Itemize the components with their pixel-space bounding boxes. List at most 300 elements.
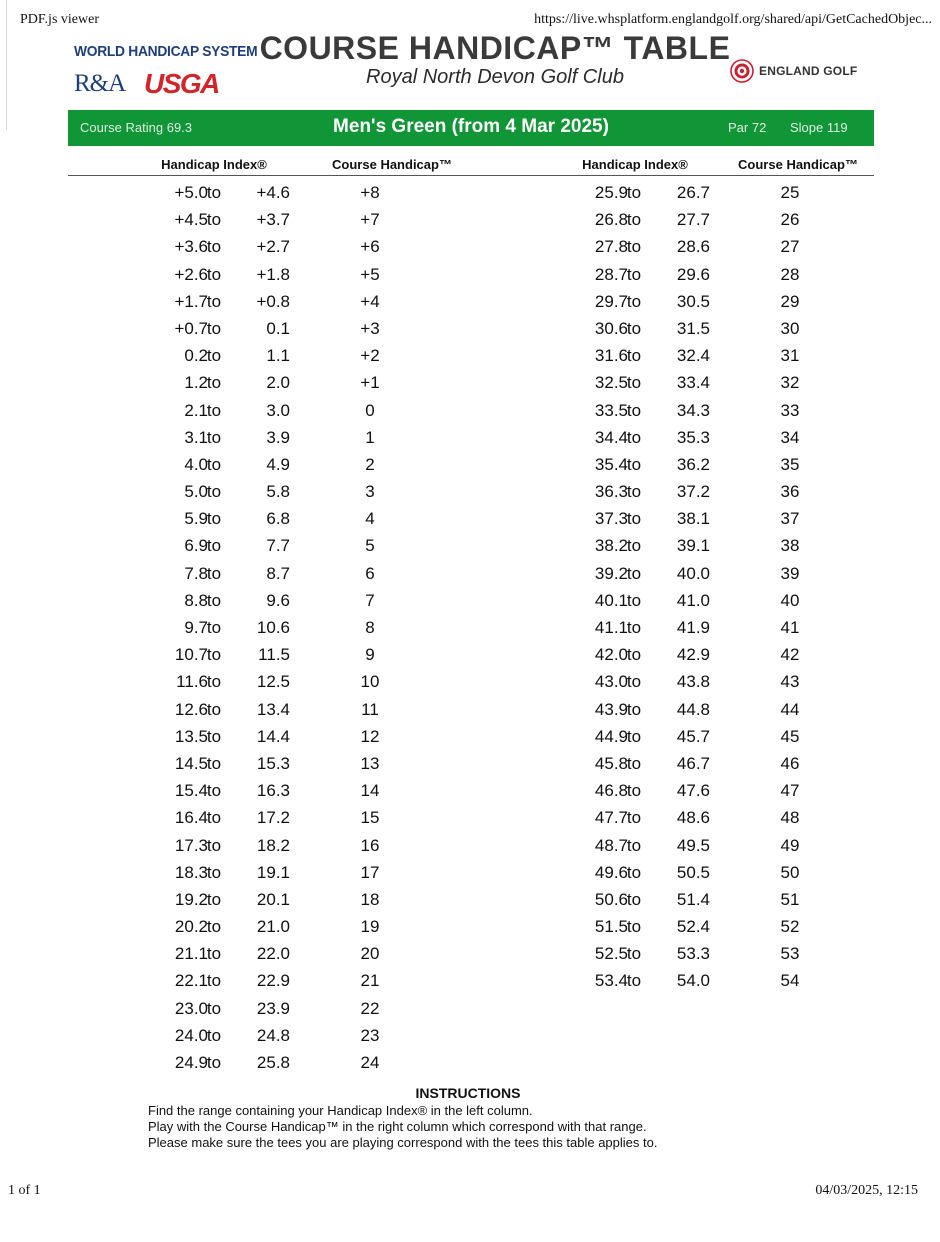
left-index-high: 1.1	[266, 346, 290, 366]
table-row	[0, 288, 940, 315]
left-course-handicap: 20	[360, 944, 380, 964]
right-course-handicap: 53	[780, 944, 800, 964]
club-name: Royal North Devon Golf Club	[366, 66, 624, 88]
left-index-low: 8.8	[184, 590, 208, 610]
left-index-low: 13.5	[174, 726, 208, 746]
left-index-high: 11.5	[258, 645, 290, 665]
right-index-high: 26.7	[676, 183, 710, 202]
left-to-label: to	[206, 454, 222, 474]
left-course-handicap: 9	[365, 645, 375, 665]
left-to-label: to	[206, 237, 222, 257]
right-to-label: to	[626, 373, 642, 393]
left-to-label: to	[206, 618, 222, 637]
right-to-label: to	[626, 917, 642, 937]
left-index-high: 3.0	[266, 400, 290, 420]
right-index-high: 35.3	[676, 427, 710, 447]
print-header-url: https://live.whsplatform.englandgolf.org/shared/api/GetCachedObjec...	[534, 12, 932, 27]
right-course-handicap: 54	[780, 971, 800, 991]
left-index-low: +4.5	[174, 210, 208, 230]
table-row	[0, 478, 940, 505]
right-index-high: 52.4	[676, 917, 710, 937]
left-to-label: to	[206, 1053, 222, 1072]
left-to-label: to	[206, 210, 222, 230]
left-index-low: 3.1	[184, 427, 208, 447]
right-index-low: 43.0	[594, 672, 628, 692]
right-index-low: 51.5	[594, 917, 628, 937]
right-index-high: 42.9	[676, 645, 710, 665]
left-index-high: +0.8	[256, 291, 290, 311]
left-course-handicap: +6	[360, 237, 380, 257]
right-index-low: 44.9	[594, 726, 628, 746]
right-to-label: to	[626, 590, 642, 610]
right-index-low: 47.7	[594, 808, 628, 828]
right-index-high: 49.5	[676, 835, 710, 855]
left-index-low: 18.3	[174, 862, 208, 882]
left-index-low: 10.7	[174, 645, 208, 665]
table-row	[0, 505, 940, 532]
right-course-handicap: 25	[780, 183, 800, 202]
right-index-low: 31.6	[594, 346, 628, 366]
left-course-handicap: 23	[360, 1025, 380, 1045]
left-course-handicap: 5	[365, 536, 375, 556]
left-to-label: to	[206, 563, 222, 583]
left-index-low: 22.1	[174, 971, 208, 991]
left-index-low: 17.3	[174, 835, 208, 855]
course-rating: Course Rating 69.3	[80, 120, 193, 135]
left-to-label: to	[206, 889, 222, 909]
right-course-handicap-header: Course Handicap™	[738, 157, 858, 172]
left-to-label: to	[206, 1025, 222, 1045]
left-course-handicap: +3	[360, 318, 380, 338]
right-course-handicap: 28	[780, 264, 800, 284]
table-row	[0, 397, 940, 424]
right-course-handicap: 37	[780, 509, 800, 529]
left-to-label: to	[206, 590, 222, 610]
left-index-low: 20.2	[174, 917, 208, 937]
right-course-handicap: 39	[780, 563, 800, 583]
slope-value: Slope 119	[790, 120, 848, 135]
right-to-label: to	[626, 781, 642, 801]
right-course-handicap: 36	[780, 482, 800, 502]
right-index-high: 54.0	[676, 971, 710, 991]
left-index-high: 15.3	[256, 753, 290, 773]
right-course-handicap: 33	[780, 400, 800, 420]
right-index-low: 39.2	[594, 563, 628, 583]
left-index-high: 5.8	[266, 482, 290, 502]
left-index-high: 23.9	[256, 998, 290, 1018]
left-index-high: 10.6	[256, 618, 290, 637]
left-index-low: +2.6	[174, 264, 208, 284]
left-to-label: to	[206, 781, 222, 801]
right-index-high: 40.0	[676, 563, 710, 583]
right-to-label: to	[626, 944, 642, 964]
left-index-low: 6.9	[184, 536, 208, 556]
right-index-low: 53.4	[594, 971, 628, 991]
right-index-high: 43.8	[676, 672, 710, 692]
print-datetime: 04/03/2025, 12:15	[815, 1183, 918, 1198]
right-index-high: 41.0	[676, 590, 710, 610]
left-index-low: 14.5	[174, 753, 208, 773]
left-index-high: 4.9	[266, 454, 290, 474]
left-index-high: 14.4	[256, 726, 290, 746]
right-to-label: to	[626, 427, 642, 447]
right-course-handicap: 48	[780, 808, 800, 828]
right-course-handicap: 50	[780, 862, 800, 882]
left-index-low: 16.4	[174, 808, 208, 828]
usga-logo: USGA	[144, 68, 219, 99]
left-to-label: to	[206, 346, 222, 366]
left-course-handicap: 8	[365, 618, 375, 637]
table-row	[0, 804, 940, 831]
rna-logo: R&A	[74, 70, 126, 97]
table-row	[0, 777, 940, 804]
right-course-handicap: 44	[780, 699, 800, 719]
left-to-label: to	[206, 400, 222, 420]
left-index-high: 16.3	[256, 781, 290, 801]
print-footer	[0, 1183, 940, 1205]
right-index-low: 32.5	[594, 373, 628, 393]
left-course-handicap: +8	[360, 183, 380, 202]
left-index-high: 7.7	[266, 536, 290, 556]
handicap-table	[0, 179, 940, 1076]
right-index-low: 26.8	[594, 210, 628, 230]
left-index-high: 2.0	[266, 373, 290, 393]
right-handicap-index-header: Handicap Index®	[582, 157, 688, 172]
right-index-high: 32.4	[676, 346, 710, 366]
left-to-label: to	[206, 672, 222, 692]
right-index-low: 41.1	[594, 618, 628, 637]
left-index-low: +5.0	[174, 183, 208, 202]
right-to-label: to	[626, 862, 642, 882]
right-index-high: 29.6	[676, 264, 710, 284]
right-to-label: to	[626, 645, 642, 665]
table-row	[0, 832, 940, 859]
tee-name: Men's Green (from 4 Mar 2025)	[333, 116, 609, 137]
table-row	[0, 641, 940, 668]
left-to-label: to	[206, 264, 222, 284]
left-course-handicap: 4	[365, 509, 375, 529]
right-course-handicap: 30	[780, 318, 800, 338]
rose-emblem-icon	[730, 59, 754, 83]
right-course-handicap: 27	[780, 237, 800, 257]
left-course-handicap: 3	[365, 482, 375, 502]
right-index-high: 44.8	[676, 699, 710, 719]
right-index-low: 25.9	[594, 183, 628, 202]
left-to-label: to	[206, 536, 222, 556]
left-index-low: 15.4	[174, 781, 208, 801]
right-to-label: to	[626, 237, 642, 257]
left-to-label: to	[206, 699, 222, 719]
left-to-label: to	[206, 753, 222, 773]
right-index-high: 31.5	[676, 318, 710, 338]
right-index-low: 45.8	[594, 753, 628, 773]
left-index-low: +3.6	[174, 237, 208, 257]
left-index-low: 11.6	[176, 672, 208, 692]
left-index-low: +0.7	[174, 318, 208, 338]
england-golf-logo	[730, 58, 857, 84]
left-course-handicap: 16	[360, 835, 380, 855]
left-course-handicap: +7	[360, 210, 380, 230]
table-row	[0, 179, 940, 206]
right-course-handicap: 45	[780, 726, 800, 746]
right-to-label: to	[626, 318, 642, 338]
left-to-label: to	[206, 427, 222, 447]
right-course-handicap: 40	[780, 590, 800, 610]
left-index-low: 7.8	[184, 563, 208, 583]
right-to-label: to	[626, 183, 642, 202]
left-to-label: to	[206, 318, 222, 338]
right-to-label: to	[626, 346, 642, 366]
instruction-line: Find the range containing your Handicap Index® in the left column.	[148, 1103, 533, 1118]
right-index-low: 27.8	[594, 237, 628, 257]
right-to-label: to	[626, 889, 642, 909]
table-row	[0, 859, 940, 886]
left-index-low: 24.9	[174, 1053, 208, 1072]
left-course-handicap: +1	[360, 373, 380, 393]
left-index-low: 9.7	[184, 618, 208, 637]
right-index-high: 30.5	[676, 291, 710, 311]
right-index-high: 38.1	[676, 509, 710, 529]
table-row	[0, 614, 940, 641]
right-index-high: 37.2	[676, 482, 710, 502]
left-index-high: +2.7	[256, 237, 290, 257]
right-to-label: to	[626, 699, 642, 719]
right-index-low: 34.4	[594, 427, 628, 447]
right-to-label: to	[626, 482, 642, 502]
table-row	[0, 206, 940, 233]
right-index-low: 43.9	[594, 699, 628, 719]
left-to-label: to	[206, 645, 222, 665]
right-to-label: to	[626, 971, 642, 991]
left-index-high: 22.9	[256, 971, 290, 991]
left-to-label: to	[206, 998, 222, 1018]
left-course-handicap: 12	[360, 726, 380, 746]
left-course-handicap: +5	[360, 264, 380, 284]
left-to-label: to	[206, 917, 222, 937]
left-index-high: 21.0	[256, 917, 290, 937]
left-to-label: to	[206, 808, 222, 828]
left-index-high: 17.2	[256, 808, 290, 828]
instructions-title: INSTRUCTIONS	[415, 1085, 521, 1101]
right-index-high: 27.7	[676, 210, 710, 230]
table-row	[0, 560, 940, 587]
table-row	[0, 369, 940, 396]
right-index-high: 50.5	[676, 862, 710, 882]
left-course-handicap: 18	[360, 889, 380, 909]
left-handicap-index-header: Handicap Index®	[161, 157, 267, 172]
left-course-handicap: 0	[365, 400, 375, 420]
right-course-handicap: 35	[780, 454, 800, 474]
right-index-low: 40.1	[594, 590, 628, 610]
left-course-handicap: 19	[360, 917, 380, 937]
table-row	[0, 886, 940, 913]
right-index-high: 28.6	[676, 237, 710, 257]
instruction-line: Please make sure the tees you are playing correspond with the tees this table applies to.	[148, 1135, 658, 1150]
right-course-handicap: 49	[780, 835, 800, 855]
table-row	[0, 342, 940, 369]
left-to-label: to	[206, 835, 222, 855]
left-course-handicap: 14	[360, 781, 380, 801]
right-index-low: 36.3	[594, 482, 628, 502]
whs-logo: WORLD HANDICAP SYSTEM	[74, 43, 258, 60]
left-to-label: to	[206, 373, 222, 393]
left-index-high: 6.8	[266, 509, 290, 529]
left-index-low: 1.2	[184, 373, 208, 393]
right-index-low: 35.4	[594, 454, 628, 474]
left-to-label: to	[206, 862, 222, 882]
left-index-low: 4.0	[184, 454, 208, 474]
left-index-high: +3.7	[256, 210, 290, 230]
right-course-handicap: 46	[780, 753, 800, 773]
right-index-low: 52.5	[594, 944, 628, 964]
table-row	[0, 233, 940, 260]
left-index-low: 23.0	[174, 998, 208, 1018]
right-index-high: 45.7	[676, 726, 710, 746]
right-index-high: 41.9	[676, 618, 710, 637]
right-index-high: 48.6	[676, 808, 710, 828]
table-row	[0, 913, 940, 940]
table-row	[0, 995, 940, 1022]
left-index-low: 5.0	[184, 482, 208, 502]
left-course-handicap: 10	[360, 672, 380, 692]
table-row	[0, 967, 940, 994]
left-to-label: to	[206, 482, 222, 502]
right-index-high: 39.1	[676, 536, 710, 556]
left-index-high: 8.7	[266, 563, 290, 583]
right-to-label: to	[626, 454, 642, 474]
left-course-handicap: 1	[365, 427, 375, 447]
left-index-low: +1.7	[174, 291, 208, 311]
right-course-handicap: 34	[780, 427, 800, 447]
right-index-low: 46.8	[594, 781, 628, 801]
right-to-label: to	[626, 672, 642, 692]
right-course-handicap: 47	[780, 781, 800, 801]
table-row	[0, 940, 940, 967]
table-row	[0, 532, 940, 559]
left-to-label: to	[206, 944, 222, 964]
left-index-low: 12.6	[174, 699, 208, 719]
right-course-handicap: 43	[780, 672, 800, 692]
right-index-low: 29.7	[594, 291, 628, 311]
right-course-handicap: 31	[780, 346, 800, 366]
left-index-high: 24.8	[256, 1025, 290, 1045]
right-to-label: to	[626, 400, 642, 420]
left-index-low: 0.2	[184, 346, 208, 366]
right-to-label: to	[626, 753, 642, 773]
left-course-handicap: 7	[365, 590, 375, 610]
england-golf-label: ENGLAND GOLF	[759, 64, 858, 78]
left-to-label: to	[206, 183, 222, 202]
left-to-label: to	[206, 509, 222, 529]
right-course-handicap: 41	[780, 618, 800, 637]
print-header-title: PDF.js viewer	[20, 12, 99, 27]
left-course-handicap: 13	[360, 753, 380, 773]
page-title: COURSE HANDICAP™ TABLE	[259, 30, 731, 66]
header-rule	[68, 175, 874, 176]
right-course-handicap: 32	[780, 373, 800, 393]
right-index-low: 37.3	[594, 509, 628, 529]
left-index-high: 3.9	[266, 427, 290, 447]
table-row	[0, 1049, 940, 1076]
table-row	[0, 451, 940, 478]
left-index-low: 5.9	[184, 509, 208, 529]
left-index-high: 18.2	[256, 835, 290, 855]
table-row	[0, 261, 940, 288]
right-to-label: to	[626, 618, 642, 637]
left-index-high: 25.8	[256, 1053, 290, 1072]
left-course-handicap: 21	[360, 971, 380, 991]
left-to-label: to	[206, 971, 222, 991]
table-row	[0, 315, 940, 342]
left-course-handicap: 22	[360, 998, 380, 1018]
left-index-low: 19.2	[174, 889, 208, 909]
table-row	[0, 750, 940, 777]
left-index-low: 2.1	[184, 400, 208, 420]
right-index-low: 28.7	[594, 264, 628, 284]
left-index-high: 0.1	[266, 318, 290, 338]
left-index-high: 22.0	[256, 944, 290, 964]
table-row	[0, 587, 940, 614]
left-to-label: to	[206, 291, 222, 311]
right-to-label: to	[626, 835, 642, 855]
right-course-handicap: 38	[780, 536, 800, 556]
left-course-handicap: +4	[360, 291, 380, 311]
left-course-handicap-header: Course Handicap™	[332, 157, 452, 172]
left-index-high: 19.1	[256, 862, 290, 882]
right-course-handicap: 26	[780, 210, 800, 230]
left-course-handicap: 24	[360, 1053, 380, 1072]
left-to-label: to	[206, 726, 222, 746]
right-index-high: 36.2	[676, 454, 710, 474]
right-to-label: to	[626, 536, 642, 556]
right-to-label: to	[626, 210, 642, 230]
par-value: Par 72	[728, 120, 767, 135]
left-index-high: +1.8	[256, 264, 290, 284]
left-index-high: +4.6	[256, 183, 290, 202]
left-course-handicap: 11	[361, 699, 379, 719]
right-index-high: 46.7	[676, 753, 710, 773]
right-index-low: 38.2	[594, 536, 628, 556]
right-index-low: 33.5	[594, 400, 628, 420]
right-to-label: to	[626, 726, 642, 746]
instructions	[148, 1085, 868, 1151]
right-index-high: 53.3	[676, 944, 710, 964]
left-course-handicap: 15	[360, 808, 380, 828]
right-index-low: 30.6	[594, 318, 628, 338]
left-index-high: 9.6	[266, 590, 290, 610]
left-course-handicap: 2	[365, 454, 375, 474]
right-course-handicap: 29	[780, 291, 800, 311]
table-row	[0, 723, 940, 750]
left-index-high: 12.5	[256, 672, 290, 692]
right-index-high: 47.6	[676, 781, 710, 801]
instruction-line: Play with the Course Handicap™ in the right column which correspond with that range.	[148, 1119, 647, 1134]
right-to-label: to	[626, 509, 642, 529]
right-to-label: to	[626, 264, 642, 284]
right-index-high: 51.4	[676, 889, 710, 909]
left-index-high: 20.1	[256, 889, 290, 909]
right-index-low: 49.6	[594, 862, 628, 882]
table-row	[0, 696, 940, 723]
right-course-handicap: 52	[780, 917, 800, 937]
left-course-handicap: 6	[365, 563, 375, 583]
right-index-low: 48.7	[594, 835, 628, 855]
right-index-low: 42.0	[594, 645, 628, 665]
left-index-low: 21.1	[174, 944, 208, 964]
right-index-high: 33.4	[676, 373, 710, 393]
left-index-low: 24.0	[174, 1025, 208, 1045]
right-course-handicap: 51	[780, 889, 800, 909]
